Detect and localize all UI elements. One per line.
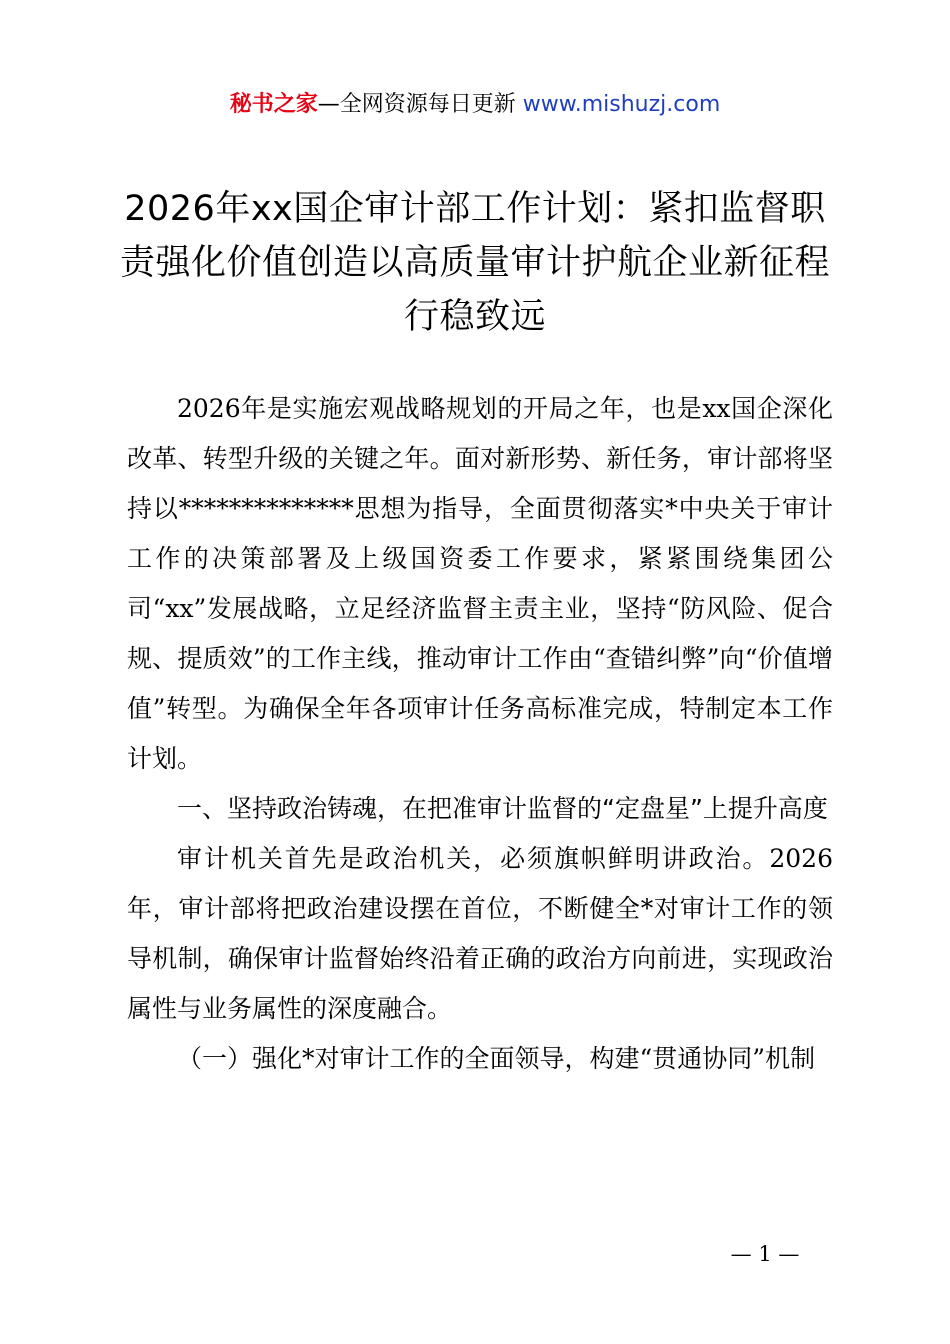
body-paragraph: 审计机关首先是政治机关，必须旗帜鲜明讲政治。2026年，审计部将把政治建设摆在首位，不断健全*对审计工作的领导机制，确保审计监督始终沿着正确的政治方向前进，实现政治属性与业务属性的深度融合。 [127, 844, 833, 1023]
document-body [127, 384, 833, 1084]
brand-name: 秘书之家 [229, 92, 318, 117]
section-heading-1: 一、坚持政治铸魂，在把准审计监督的“定盘星”上提升高度 [177, 794, 828, 823]
page-number: — 1 — [730, 1242, 800, 1266]
intro-paragraph: 2026年是实施宏观战略规划的开局之年，也是xx国企深化改革、转型升级的关键之年。面对新形势、新任务，审计部将坚持以**************思想为指导，全面贯彻落实*中央关于审计工作的决策部署及上级国资委工作要求，紧紧围绕集团公司“xx”发展战略，立足经济监督主责主业，坚持“防风险、促合规、提质效”的工作主线，推动审计工作由“查错纠弊”向“价值增值”转型。为确保全年各项审计任务高标准完成，特制定本工作计划。 [127, 394, 833, 773]
document-title: 2026年xx国企审计部工作计划：紧扣监督职责强化价值创造以高质量审计护航企业新征程行稳致远 [119, 189, 830, 337]
site-header [0, 88, 950, 122]
site-url: www.mishuzj.com [522, 92, 721, 117]
header-slogan: —全网资源每日更新 [317, 92, 516, 117]
subsection-heading-1: （一）强化*对审计工作的全面领导，构建“贯通协同”机制 [177, 1044, 816, 1073]
